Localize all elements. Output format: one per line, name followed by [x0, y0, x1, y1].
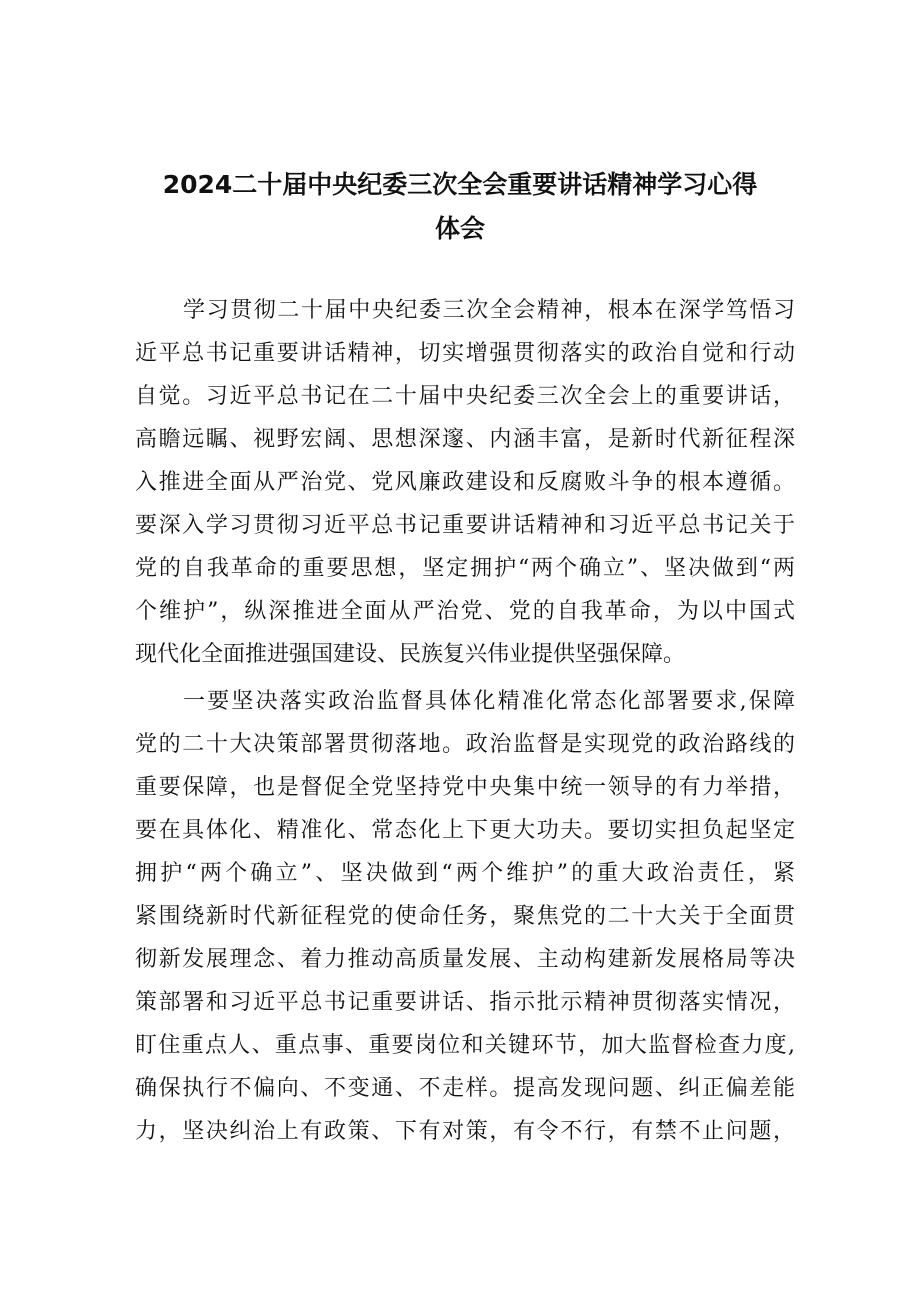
paragraph-2-line: 力，坚决纠治上有政策、下有对策，有令不行，有禁不止问题， — [135, 1119, 795, 1144]
paragraph-2-line: 彻新发展理念、着力推动高质量发展、主动构建新发展格局等决 — [135, 947, 795, 972]
paragraph-2-line: 一要坚决落实政治监督具体化精准化常态化部署要求,保障 — [183, 689, 795, 714]
paragraph-2-line: 策部署和习近平总书记重要讲话、指示批示精神贯彻落实情况， — [135, 990, 795, 1015]
paragraph-2-line: 确保执行不偏向、不变通、不走样。提高发现问题、纠正偏差能 — [135, 1076, 795, 1101]
paragraph-1-line: 党的自我革命的重要思想，坚定拥护“两个确立”、坚决做到“两 — [135, 556, 795, 581]
paragraph-2-line: 拥护“两个确立”、坚决做到“两个维护”的重大政治责任，紧 — [135, 861, 795, 886]
paragraph-1-line: 近平总书记重要讲话精神，切实增强贯彻落实的政治自觉和行动 — [135, 341, 795, 366]
paragraph-1-line: 现代化全面推进强国建设、民族复兴伟业提供坚强保障。 — [135, 642, 686, 667]
paragraph-1-line: 要深入学习贯彻习近平总书记重要讲话精神和习近平总书记关于 — [135, 513, 795, 538]
paragraph-2-line: 党的二十大决策部署贯彻落地。政治监督是实现党的政治路线的 — [135, 732, 795, 757]
paragraph-1-line: 高瞻远瞩、视野宏阔、思想深邃、内涵丰富，是新时代新征程深 — [135, 427, 795, 452]
paragraph-1-line: 个维护”，纵深推进全面从严治党、党的自我革命，为以中国式 — [135, 599, 795, 624]
document-title-line-1: 2024二十届中央纪委三次全会重要讲话精神学习心得 — [162, 170, 758, 199]
paragraph-1-line: 学习贯彻二十届中央纪委三次全会精神，根本在深学笃悟习 — [183, 298, 795, 323]
paragraph-2-line: 紧围绕新时代新征程党的使命任务，聚焦党的二十大关于全面贯 — [135, 904, 795, 929]
paragraph-1-line: 入推进全面从严治党、党风廉政建设和反腐败斗争的根本遵循。 — [135, 470, 795, 495]
paragraph-1-line: 自觉。习近平总书记在二十届中央纪委三次全会上的重要讲话， — [135, 384, 795, 409]
paragraph-2-line: 盯住重点人、重点事、重要岗位和关键环节，加大监督检查力度, — [135, 1033, 795, 1058]
document-title-line-2: 体会 — [434, 214, 485, 243]
paragraph-2-line: 重要保障，也是督促全党坚持党中央集中统一领导的有力举措， — [135, 775, 795, 800]
paragraph-2-line: 要在具体化、精准化、常态化上下更大功夫。要切实担负起坚定 — [135, 818, 795, 843]
